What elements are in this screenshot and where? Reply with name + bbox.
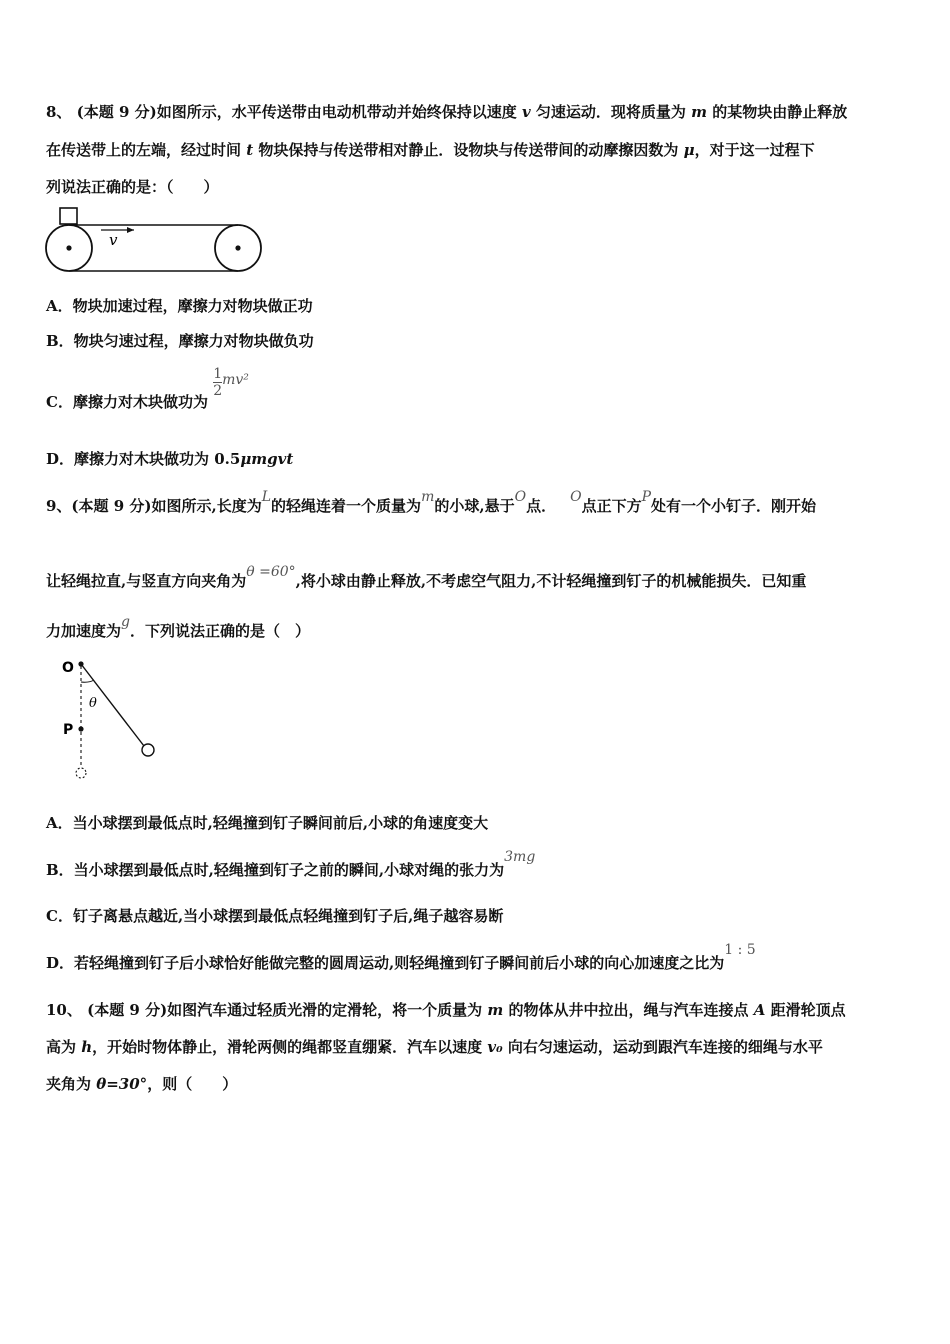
q8-option-c-formula: mv² xyxy=(222,371,249,388)
fraction-one-half xyxy=(213,366,222,399)
q9-var-g: g xyxy=(121,614,130,630)
q8-text: ，对于这一过程下 xyxy=(694,141,815,159)
q8-option-c-text: C．摩擦力对木块做功为 xyxy=(46,392,208,411)
q10-var-A: A xyxy=(753,1001,766,1019)
fraction-numerator: 1 xyxy=(213,366,223,382)
q8-text: 的某物块由静止释放 xyxy=(707,103,848,121)
q9-option-d-text: D．若轻绳撞到钉子后小球恰好能做完整的圆周运动,则轻绳撞到钉子瞬间前后小球的向心加速度之比为 xyxy=(46,954,725,972)
q8-text: 在传送带上的左端，经过时间 xyxy=(46,141,247,159)
q8-var-t: t xyxy=(246,141,254,159)
q9-option-c: C．钉子离悬点越近,当小球摆到最低点轻绳撞到钉子后,绳子越容易断 xyxy=(46,907,504,925)
q10-var-m: m xyxy=(487,1001,504,1019)
q9-option-b-formula: 3mg xyxy=(504,849,536,865)
q8-stem-line-2 xyxy=(46,139,815,160)
q9-stem-line-1 xyxy=(46,489,817,516)
q8-text: 8、 (本题 9 分)如图所示，水平传送带由电动机带动并始终保持以速度 xyxy=(46,103,522,121)
q9-stem-line-3 xyxy=(46,614,310,641)
q8-option-c xyxy=(46,366,249,411)
q10-var-v0: v₀ xyxy=(487,1038,503,1056)
q9-theta-value: θ =60° xyxy=(246,564,296,580)
q10-text: 夹角为 xyxy=(46,1075,97,1093)
right-pulley-axle xyxy=(235,245,240,250)
q8-option-d-text: D．摩擦力对木块做功为 0.5 xyxy=(46,450,241,468)
left-pulley-axle xyxy=(66,245,71,250)
q9-stem-line-2 xyxy=(46,564,807,591)
q8-var-m: m xyxy=(691,103,708,121)
velocity-label: v xyxy=(109,231,118,249)
q9-text: ,将小球由静止释放,不考虑空气阻力,不计轻绳撞到钉子的机械能损失．已知重 xyxy=(295,572,807,590)
q10-text: 10、 (本题 9 分)如图汽车通过轻质光滑的定滑轮，将一个质量为 xyxy=(46,1001,488,1019)
q10-text: 的物体从井中拉出，绳与汽车连接点 xyxy=(503,1001,754,1019)
block xyxy=(60,208,77,224)
q9-option-a: A．当小球摆到最低点时,轻绳撞到钉子瞬间前后,小球的角速度变大 xyxy=(46,814,489,832)
conveyor-belt-figure xyxy=(44,205,266,277)
q8-stem-line-1 xyxy=(46,101,847,122)
q9-text: 的轻绳连着一个质量为 xyxy=(271,497,422,515)
q10-theta: θ=30° xyxy=(96,1075,148,1093)
q9-text: 让轻绳拉直,与竖直方向夹角为 xyxy=(46,572,247,590)
q10-var-h: h xyxy=(81,1038,93,1056)
q9-var-P: P xyxy=(641,489,651,505)
q10-stem-line-2 xyxy=(46,1036,823,1057)
velocity-arrowhead xyxy=(127,227,134,233)
q10-text: ，开始时物体静止，滑轮两侧的绳都竖直绷紧．汽车以速度 xyxy=(92,1038,488,1056)
q10-text: ，则（ ） xyxy=(147,1075,238,1093)
q9-option-b-text: B．当小球摆到最低点时,轻绳撞到钉子之前的瞬间,小球对绳的张力为 xyxy=(46,861,505,879)
q10-text: 高为 xyxy=(46,1038,82,1056)
q8-option-b: B．物块匀速过程，摩擦力对物块做负功 xyxy=(46,332,314,350)
q9-text: 力加速度为 xyxy=(46,622,122,640)
pivot-label: O xyxy=(62,660,74,676)
q8-option-a: A．物块加速过程，摩擦力对物块做正功 xyxy=(46,297,313,315)
q8-option-d xyxy=(46,448,293,469)
fraction-denominator: 2 xyxy=(213,383,223,399)
q8-var-v: v xyxy=(521,103,531,121)
q8-option-d-formula: μmgvt xyxy=(240,450,294,468)
q9-var-m: m xyxy=(421,489,435,505)
q10-text: 向右匀速运动，运动到跟汽车连接的细绳与水平 xyxy=(502,1038,823,1056)
q9-option-d-formula: 1 : 5 xyxy=(724,942,756,958)
q10-stem-line-1 xyxy=(46,999,846,1020)
q10-stem-line-3 xyxy=(46,1073,237,1094)
q9-text: ．下列说法正确的是（ ） xyxy=(129,622,310,640)
q9-text: 处有一个小钉子．刚开始 xyxy=(651,497,817,515)
q8-text: 匀速运动．现将质量为 xyxy=(530,103,692,121)
q9-option-b xyxy=(46,849,536,880)
lowest-position-ball xyxy=(76,768,86,778)
angle-label: θ xyxy=(89,696,97,711)
q9-text: 9、(本题 9 分)如图所示,长度为 xyxy=(46,497,262,515)
ball xyxy=(142,744,154,756)
q8-text: 物块保持与传送带相对静止．设物块与传送带间的动摩擦因数为 xyxy=(253,141,684,159)
q9-var-O: O xyxy=(514,489,527,505)
q8-stem-line-3: 列说法正确的是：（ ） xyxy=(46,178,219,196)
nail-label: P xyxy=(63,722,74,738)
q9-var-O: O xyxy=(570,489,582,505)
q9-var-L: L xyxy=(261,489,272,505)
pendulum-figure xyxy=(56,652,166,784)
q10-text: 距滑轮顶点 xyxy=(765,1001,846,1019)
q9-option-d xyxy=(46,942,756,973)
q9-text: 点正下方 xyxy=(581,497,642,515)
q8-var-mu: μ xyxy=(683,141,695,159)
q9-text: 点． xyxy=(526,497,557,515)
angle-arc xyxy=(81,680,94,682)
nail-point xyxy=(78,726,83,731)
q9-text: 的小球,悬于 xyxy=(434,497,515,515)
